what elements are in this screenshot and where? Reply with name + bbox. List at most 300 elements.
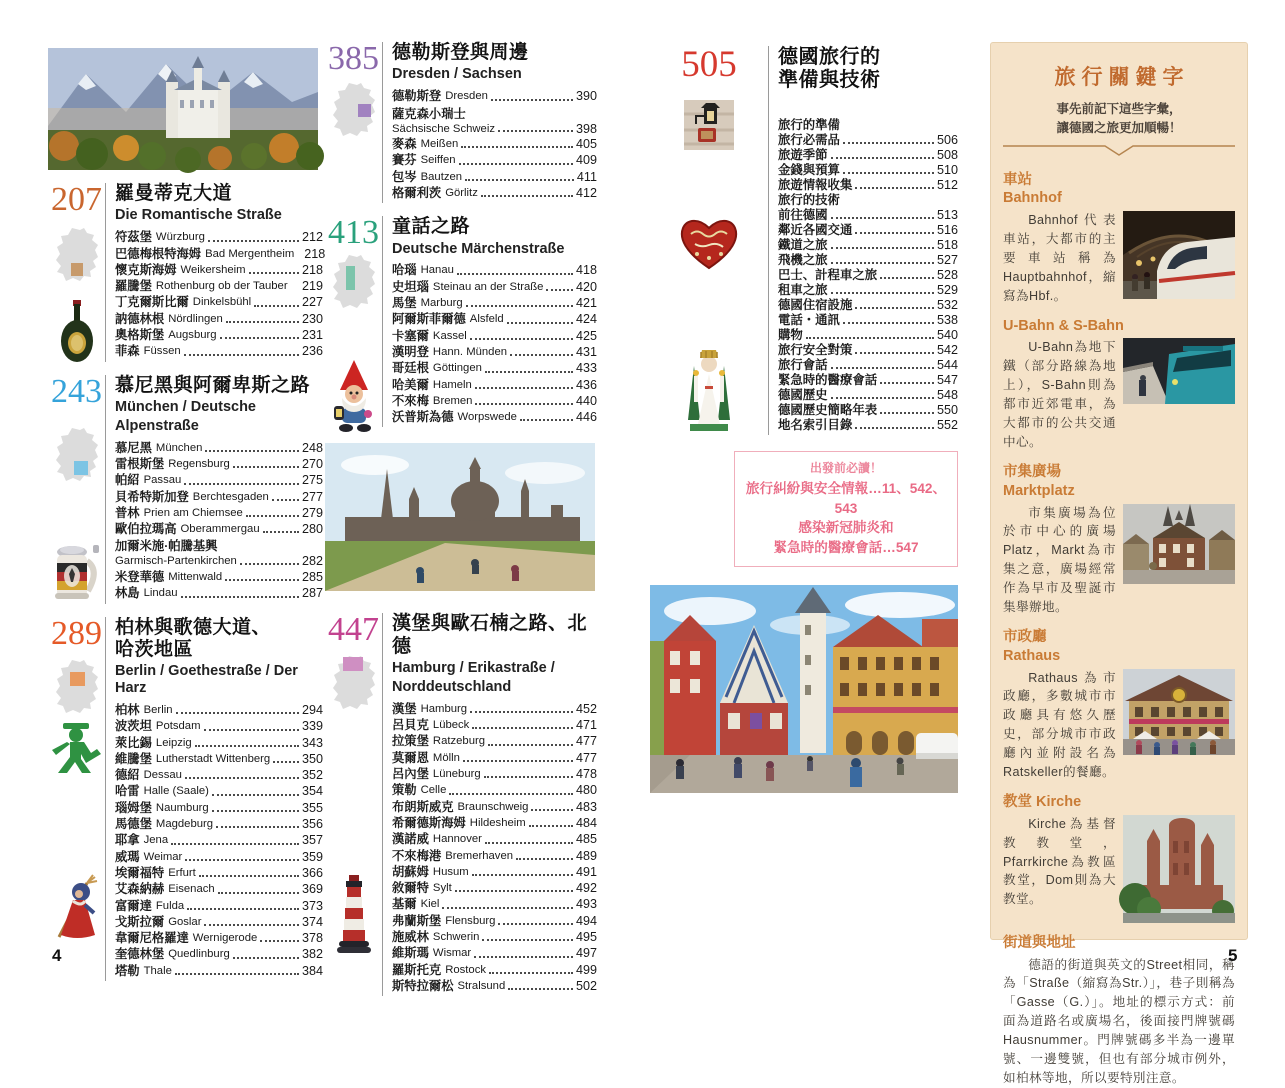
toc-group-header-label: 旅行的準備 — [778, 118, 840, 132]
dot-leader — [449, 793, 573, 795]
dot-leader — [510, 354, 573, 356]
dot-leader — [199, 875, 299, 877]
section-subtitle: München / Deutsche — [115, 399, 256, 415]
toc-entry-page: 518 — [936, 238, 958, 252]
toc-entry-name-de: Celle — [420, 784, 447, 797]
section-body — [105, 183, 326, 362]
dot-leader — [204, 924, 299, 926]
toc-entry-page: 510 — [936, 163, 958, 177]
toc-entry — [778, 268, 958, 283]
keyword-entry — [1003, 171, 1235, 306]
toc-entry-page: 285 — [301, 569, 323, 584]
keyword-title: 教堂 Kirche — [1003, 793, 1082, 810]
toc-entry-name-de: Jena — [143, 834, 169, 847]
section-subtitle: Die Romantische Straße — [115, 207, 282, 224]
toc-entry-page: 411 — [576, 169, 597, 184]
toc-entry-name-de: Wismar — [432, 947, 472, 960]
toc-entry — [392, 360, 597, 376]
section-title: 羅曼蒂克大道 — [115, 183, 233, 204]
toc-entry — [392, 782, 597, 798]
toc-entry-page: 350 — [301, 751, 323, 766]
toc-entry-name-de: Hann. Münden — [432, 345, 508, 358]
toc-entry — [115, 440, 323, 456]
toc-entry-name-de: Magdeburg — [155, 818, 214, 831]
toc-entry-name-zh: 德國住宿設施 — [778, 298, 853, 312]
toc-entry — [392, 152, 597, 168]
toc-entry-name-zh: 維斯瑪 — [392, 946, 429, 961]
toc-entry-page: 280 — [301, 522, 323, 537]
dot-leader — [474, 956, 573, 958]
toc-entry-name-zh: 麥森 — [392, 137, 417, 152]
witch-figurine-icon — [48, 875, 105, 941]
toc-entry — [392, 913, 597, 929]
dot-leader — [475, 387, 573, 389]
toc-entry-name-zh: 緊急時的醫療會話 — [778, 373, 878, 387]
toc-entry-name-de: Quedlinburg — [168, 948, 230, 961]
toc-section-243 — [48, 372, 323, 604]
toc-entry-page: 477 — [575, 750, 597, 765]
toc-entry — [115, 456, 323, 472]
toc-entry — [392, 978, 597, 994]
dot-leader — [484, 776, 573, 778]
toc-entry-page: 528 — [936, 268, 958, 282]
beer-stein-icon — [48, 543, 105, 601]
toc-entry-name-zh: 哥廷根 — [392, 361, 429, 376]
dot-leader — [208, 240, 299, 242]
dot-leader — [880, 382, 934, 384]
dot-leader — [482, 939, 573, 941]
dot-leader — [204, 729, 299, 731]
section-entry-list — [115, 702, 323, 979]
toc-entry — [392, 864, 597, 880]
toc-entry-name-de: Dresden — [445, 90, 488, 103]
toc-entry — [115, 262, 323, 278]
toc-section-207 — [48, 181, 326, 362]
toc-entry-name-zh: 艾森納赫 — [115, 882, 165, 897]
toc-entry — [778, 343, 958, 358]
toc-entry-name-de: Leipzig — [155, 736, 192, 749]
section-title: 慕尼黑與阿爾卑斯之路 — [115, 374, 311, 396]
section-body — [382, 613, 597, 996]
dot-leader — [205, 450, 299, 452]
dot-leader — [220, 337, 299, 339]
section-subtitle: Alpenstraße — [115, 417, 199, 434]
toc-entry-name-zh: 斯特拉爾松 — [392, 978, 454, 993]
dot-leader — [175, 973, 299, 975]
section-number: 413 — [328, 214, 379, 252]
dot-leader — [249, 272, 299, 274]
toc-entry-name-de: Goslar — [168, 915, 202, 928]
toc-entry — [115, 751, 323, 767]
dot-leader — [498, 923, 573, 925]
train-station-photo — [1123, 211, 1235, 299]
toc-entry — [778, 283, 958, 298]
dot-leader — [463, 760, 573, 762]
dot-leader — [240, 563, 299, 565]
toc-entry — [778, 178, 958, 193]
toc-entry-page: 431 — [575, 344, 597, 359]
toc-entry — [392, 279, 597, 295]
toc-entry-name-de: Seiffen — [420, 154, 456, 167]
toc-entry-name-zh: 普林 — [115, 505, 140, 520]
toc-entry-name-zh: 不來梅港 — [392, 848, 442, 863]
dot-leader — [472, 727, 573, 729]
toc-entry — [392, 295, 597, 311]
toc-column-1 — [48, 48, 326, 981]
toc-entry-name-zh: 維騰堡 — [115, 751, 152, 766]
toc-entry-name-zh: 林島 — [115, 586, 140, 601]
toc-entry-page: 552 — [936, 418, 958, 432]
dot-leader — [531, 809, 573, 811]
toc-entry — [115, 311, 323, 327]
dot-leader — [831, 367, 934, 369]
dot-leader — [184, 483, 299, 485]
toc-entry-name-de: Eisenach — [168, 883, 215, 896]
toc-entry-name-de: Hannover — [432, 833, 482, 846]
toc-entry — [115, 489, 323, 505]
toc-entry-page: 483 — [575, 799, 597, 814]
toc-entry-page: 270 — [301, 456, 323, 471]
toc-entry-name-zh: 貝希特斯加登 — [115, 489, 189, 504]
dot-leader — [843, 172, 934, 174]
dot-leader — [507, 322, 573, 324]
dot-leader — [226, 321, 299, 323]
angel-figurine-icon — [650, 346, 768, 432]
toc-entry — [392, 962, 597, 978]
toc-entry — [392, 377, 597, 393]
toc-group-header — [778, 118, 958, 133]
toc-entry-name-de: Braunschweig — [457, 800, 529, 813]
toc-entry-page: 436 — [575, 377, 597, 392]
toc-entry-page: 532 — [936, 298, 958, 312]
notice-line: 旅行糾紛與安全情報…11、542、543 — [745, 481, 947, 516]
toc-entry-name-zh: 巴德梅根特海姆 — [115, 246, 202, 261]
germany-map-icon — [325, 82, 382, 138]
toc-entry-name-de: Hameln — [432, 378, 472, 391]
toc-entry-page: 494 — [575, 913, 597, 928]
section-body — [105, 617, 323, 981]
section-body — [382, 42, 597, 203]
dot-leader — [855, 427, 934, 429]
toc-entry-name-de: Würzburg — [155, 231, 205, 244]
section-title: 德國旅行的 — [778, 46, 881, 68]
toc-entry-name-de: Lindau — [143, 587, 178, 600]
dot-leader — [489, 972, 573, 974]
toc-entry-name-de: Ratzeburg — [432, 735, 486, 748]
dot-leader — [461, 146, 573, 148]
toc-entry-name-de: Sächsische Schweiz — [392, 122, 495, 135]
toc-entry-page: 471 — [575, 718, 597, 733]
toc-entry-name-zh: 莫爾恩 — [392, 750, 429, 765]
dot-leader — [457, 273, 573, 275]
dot-leader — [520, 419, 573, 421]
dot-leader — [516, 858, 573, 860]
toc-entry-name-zh: 薩克森小瑞士 — [392, 106, 466, 121]
dot-leader — [529, 825, 573, 827]
dot-leader — [171, 843, 299, 845]
toc-entry-name-zh: 韋爾尼格羅達 — [115, 931, 189, 946]
toc-entry-page: 513 — [936, 208, 958, 222]
section-title: 柏林與歌德大道、 — [115, 616, 272, 638]
section-title: 童話之路 — [392, 216, 471, 238]
section-gutter — [325, 613, 382, 996]
dot-leader — [855, 352, 934, 354]
toc-entry-page: 452 — [575, 701, 597, 716]
toc-entry-name-de: Stralsund — [457, 979, 506, 992]
toc-entry-name-de: Flensburg — [445, 914, 496, 927]
toc-entry-page: 356 — [301, 817, 323, 832]
toc-entry — [115, 735, 323, 751]
toc-entry-name-zh: 電話・通訊 — [778, 313, 840, 327]
toc-entry-page: 527 — [936, 253, 958, 267]
toc-entry-name-de: Worpswede — [457, 411, 517, 424]
toc-entry-name-zh: 柏林 — [115, 702, 140, 717]
toc-entry — [778, 223, 958, 238]
toc-entry-name-de: Görlitz — [445, 186, 478, 199]
toc-entry-page: 218 — [304, 246, 326, 261]
toc-entry-name-zh: 金錢與預算 — [778, 163, 840, 177]
dot-leader — [831, 217, 934, 219]
toc-entry-page: 390 — [575, 89, 597, 104]
toc-entry-name-zh: 戈斯拉爾 — [115, 914, 165, 929]
toc-entry-name-zh: 弗蘭斯堡 — [392, 913, 442, 928]
dot-leader — [498, 130, 573, 132]
dot-leader — [195, 745, 299, 747]
notice-line: 緊急時的醫療會話…547 — [773, 540, 919, 556]
dot-leader — [184, 354, 299, 356]
rothenburg-photo — [650, 585, 958, 793]
toc-entry-name-de: Kassel — [432, 329, 467, 342]
section-subtitle: Dresden / Sachsen — [392, 66, 522, 83]
dot-leader — [465, 179, 574, 181]
toc-entry-name-de: Garmisch-Partenkirchen — [115, 555, 237, 568]
section-number: 385 — [328, 40, 379, 77]
section-entry-list — [778, 118, 958, 433]
toc-entry — [392, 185, 597, 201]
toc-entry-name-zh: 包岑 — [392, 169, 417, 184]
toc-entry-page: 489 — [575, 848, 597, 863]
toc-entry-name-zh: 塔勒 — [115, 963, 140, 978]
toc-entry-name-zh: 菲森 — [115, 344, 140, 359]
toc-entry-page: 384 — [301, 963, 323, 978]
toc-entry-name-de: Marburg — [420, 297, 463, 310]
toc-entry-page: 542 — [936, 343, 958, 357]
toc-entry-name-zh: 拉策堡 — [392, 734, 429, 749]
toc-entry — [392, 848, 597, 864]
toc-entry — [392, 701, 597, 717]
dot-leader — [218, 892, 299, 894]
section-number: 447 — [328, 611, 379, 649]
notice-line: 出發前必讀！ — [809, 461, 882, 475]
dot-leader — [233, 957, 299, 959]
dot-leader — [459, 163, 573, 165]
toc-entry-name-de: Berlin — [143, 703, 173, 716]
toc-entry-page: 478 — [575, 767, 597, 782]
toc-entry-name-zh: 羅斯托克 — [392, 962, 442, 977]
dot-leader — [176, 712, 299, 714]
toc-entry-name-zh: 旅遊情報收集 — [778, 178, 853, 192]
keyword-body — [1003, 338, 1235, 451]
section-title: 準備與技術 — [778, 69, 881, 91]
section-body — [382, 216, 597, 427]
toc-entry — [115, 849, 323, 865]
toc-entry — [392, 945, 597, 961]
germany-map-icon — [48, 659, 105, 715]
dot-leader — [855, 187, 934, 189]
toc-entry-page: 369 — [301, 882, 323, 897]
section-number: 289 — [51, 614, 102, 652]
toc-entry — [115, 229, 323, 245]
toc-entry-name-de: Bremerhaven — [445, 849, 514, 862]
keyword-title: U-Bahn & S-Bahn — [1003, 317, 1124, 334]
toc-entry-name-zh: 旅行必需品 — [778, 133, 840, 147]
toc-entry — [778, 298, 958, 313]
dot-leader — [466, 305, 573, 307]
toc-entry — [115, 865, 323, 881]
toc-entry-name-zh: 萊比錫 — [115, 735, 152, 750]
lighthouse-icon — [325, 875, 382, 955]
keyword-list — [1003, 171, 1238, 1088]
toc-entry-name-de: Rothenburg ob der Tauber — [155, 280, 288, 293]
toc-entry-name-zh: 耶拿 — [115, 833, 140, 848]
toc-entry — [115, 539, 323, 569]
keyword-text: U-Bahn為地下鐵（部分路線為地上），S-Bahn則為都市近郊電車，為大都市的公共交通中心。 — [1003, 340, 1116, 449]
toc-entry-name-de: Weimar — [143, 850, 183, 863]
toc-entry-page: 374 — [301, 914, 323, 929]
toc-entry-page: 236 — [301, 344, 323, 359]
dot-leader — [246, 515, 299, 517]
toc-entry — [778, 148, 958, 163]
toc-entry-name-zh: 旅行會話 — [778, 358, 828, 372]
toc-entry-name-zh: 呂內堡 — [392, 767, 429, 782]
toc-entry-page: 497 — [575, 946, 597, 961]
dot-leader — [185, 859, 299, 861]
toc-entry-name-zh: 德國歷史簡略年表 — [778, 403, 878, 417]
keyword-body — [1003, 956, 1235, 1088]
toc-entry-name-de: Erfurt — [168, 866, 196, 879]
sidebar-subtitle-line1: 事先前記下這些字彙， — [1056, 102, 1182, 116]
dot-leader — [475, 403, 573, 405]
toc-entry-page: 287 — [301, 586, 323, 601]
toc-entry-name-de: Naumburg — [155, 801, 209, 814]
toc-entry-page: 339 — [301, 719, 323, 734]
toc-entry-name-de: Augsburg — [168, 329, 217, 341]
marktplatz-photo — [1123, 504, 1235, 584]
toc-entry-page: 373 — [301, 898, 323, 913]
toc-entry — [115, 767, 323, 783]
toc-entry-name-zh: 米登華德 — [115, 569, 165, 584]
neuschwanstein-photo — [48, 48, 318, 170]
toc-entry — [392, 107, 597, 137]
toc-entry — [392, 896, 597, 912]
toc-entry-name-de: Bremen — [432, 394, 473, 407]
dot-leader — [216, 826, 299, 828]
toc-entry-page: 485 — [575, 832, 597, 847]
toc-entry-page: 231 — [301, 328, 323, 342]
toc-entry-name-zh: 基爾 — [392, 897, 417, 912]
section-gutter — [48, 614, 105, 981]
toc-section-289 — [48, 614, 323, 981]
dot-leader — [185, 777, 299, 779]
section-body — [105, 375, 323, 604]
toc-entry — [115, 963, 323, 979]
toc-entry-page: 352 — [301, 768, 323, 783]
toc-entry-page: 227 — [301, 295, 323, 310]
toc-entry-page: 538 — [936, 313, 958, 327]
toc-entry-name-de: Nördlingen — [168, 312, 223, 325]
keyword-entry — [1003, 463, 1235, 617]
toc-entry-page: 540 — [936, 328, 958, 342]
toc-entry — [115, 718, 323, 734]
toc-entry — [115, 881, 323, 897]
dot-leader — [212, 794, 299, 796]
sidebar-title: 旅行關鍵字 — [1054, 66, 1190, 89]
germany-map-icon — [325, 655, 382, 711]
keyword-body — [1003, 504, 1235, 617]
toc-entry-name-zh: 馬德堡 — [115, 817, 152, 832]
toc-entry — [778, 163, 958, 178]
toc-entry-name-zh: 羅騰堡 — [115, 279, 152, 294]
section-gutter — [650, 46, 768, 435]
dot-leader — [831, 292, 934, 294]
section-gutter — [325, 42, 382, 203]
toc-entry-page: 493 — [575, 897, 597, 912]
keyword-entry — [1003, 317, 1235, 452]
toc-entry-name-de: Halle (Saale) — [143, 785, 209, 798]
dot-leader — [855, 307, 934, 309]
toc-entry-page: 230 — [301, 311, 323, 326]
toc-entry — [392, 262, 597, 278]
toc-entry-name-de: Bautzen — [420, 170, 463, 183]
section-number: 243 — [51, 372, 102, 410]
toc-entry — [778, 253, 958, 268]
toc-entry — [115, 585, 323, 601]
toc-entry-page: 499 — [575, 962, 597, 977]
section-gutter — [48, 372, 105, 604]
keyword-text: 德語的街道與英文的Street相同，稱為「Straße（縮寫為Str.）」，巷子則稱為「Gasse（G.）」。地址的標示方式：前面為道路名或廣場名，後面接門牌號碼Hausnummer。門牌號碼多半為一邊單號、一邊雙號，但也有部分城市例外，如柏林等地，所以要特別注意。 — [1003, 957, 1235, 1085]
toc-entry-name-de: München — [155, 441, 203, 454]
toc-entry-name-de: Göttingen — [432, 362, 482, 375]
toc-entry-name-zh: 奎德林堡 — [115, 947, 165, 962]
dot-leader — [485, 371, 573, 373]
dot-leader — [831, 397, 934, 399]
keyword-text: 市集廣場為位於市中心的廣場Platz，Markt為市集之意，廣場經常作為早市及聖誕市集舉辦地。 — [1003, 505, 1116, 614]
keyword-entry — [1003, 934, 1238, 1088]
dot-leader — [806, 337, 934, 339]
toc-entry — [392, 328, 597, 344]
toc-entry-page: 382 — [301, 947, 323, 962]
toc-entry-name-zh: 帕紹 — [115, 473, 140, 488]
keyword-body — [1003, 815, 1235, 923]
toc-entry-name-zh: 瑙姆堡 — [115, 800, 152, 815]
toc-entry — [115, 343, 323, 359]
dot-leader — [442, 907, 573, 909]
section-number: 207 — [51, 181, 102, 218]
toc-entry-name-zh: 沃普斯為德 — [392, 410, 454, 425]
toc-entry — [115, 569, 323, 585]
toc-entry — [778, 328, 958, 343]
toc-entry — [115, 327, 323, 343]
keyword-title: 市政廳 Rathaus — [1003, 628, 1061, 664]
toc-entry-page: 502 — [575, 978, 597, 993]
toc-entry — [115, 832, 323, 848]
toc-entry-name-de: Steinau an der Straße — [432, 280, 544, 293]
toc-entry-name-de: Lutherstadt Wittenberg — [155, 752, 271, 765]
toc-entry-page: 378 — [301, 931, 323, 946]
toc-entry-name-zh: 地名索引目錄 — [778, 418, 853, 432]
pre-departure-notice-box — [734, 451, 958, 567]
section-entry-list — [392, 701, 597, 994]
